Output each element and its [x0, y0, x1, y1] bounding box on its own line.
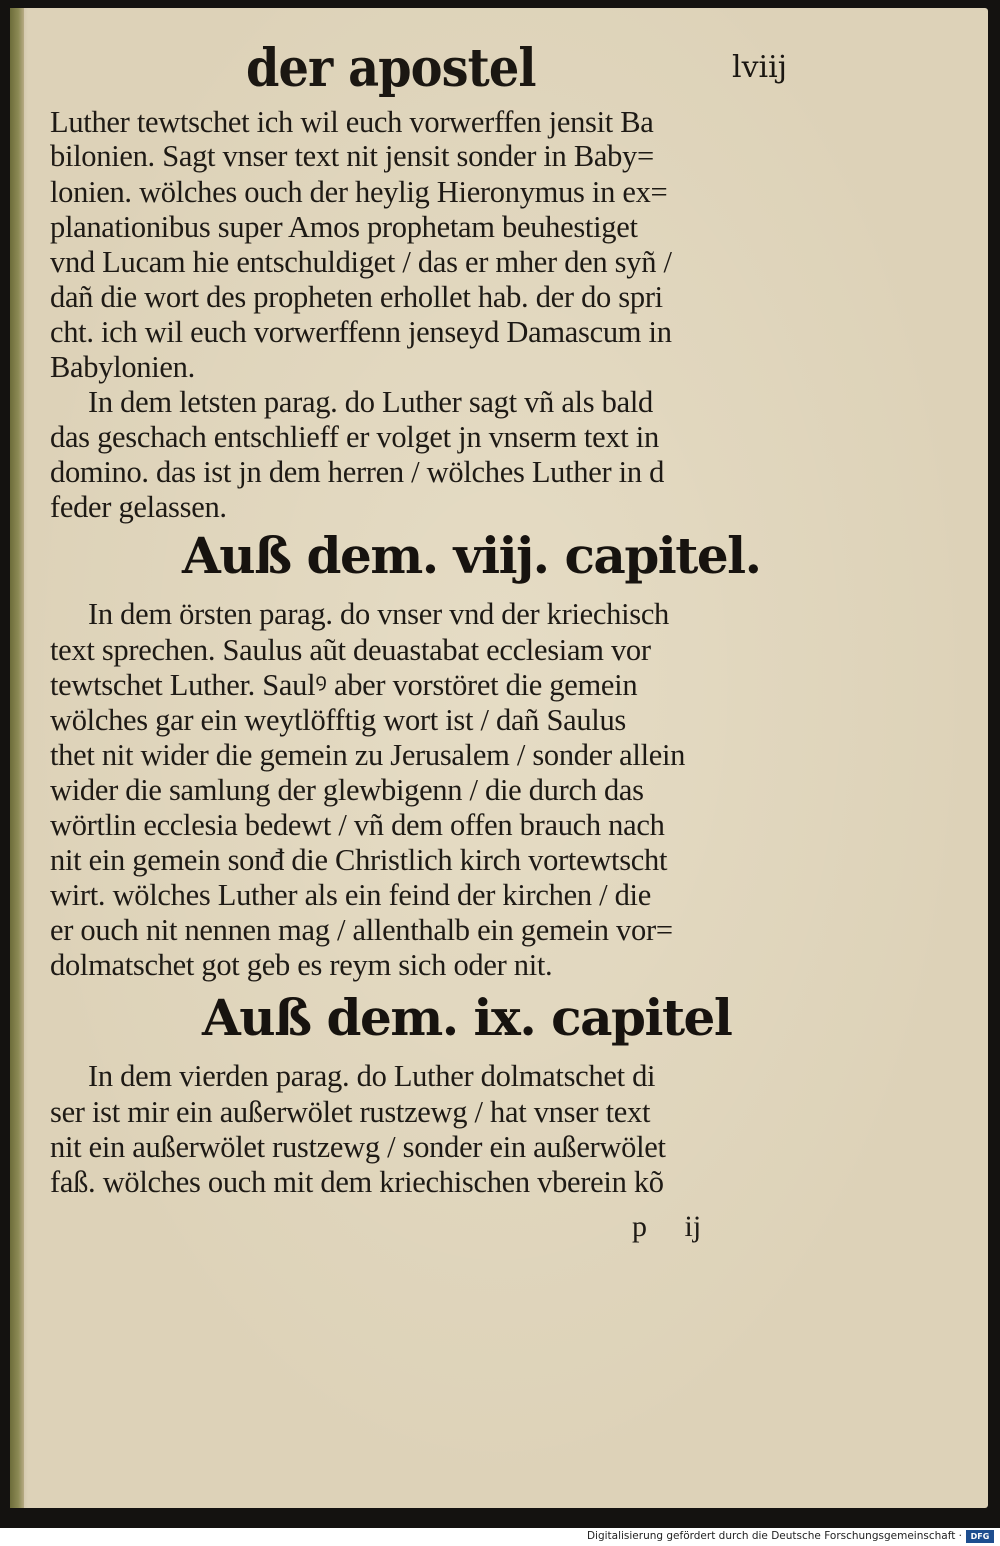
running-head-title: der apostel	[246, 38, 536, 99]
text-line: lonien. wölches ouch der heylig Hieronymus in ex=	[50, 175, 668, 209]
text-line: dolmatschet got geb es reym sich oder nit.	[50, 948, 553, 982]
signature-mark: p ij	[632, 1210, 702, 1243]
text-line: domino. das ist jn dem herren / wölches Luther in d	[50, 455, 665, 489]
text-line: wirt. wölches Luther als ein feind der kirchen / die	[50, 878, 651, 912]
text-line: thet nit wider die gemein zu Jerusalem / sonder allein	[50, 738, 686, 772]
text-line: wölches gar ein weytlöfftig wort ist / dañ Saulus	[50, 703, 626, 737]
binding-gutter	[10, 8, 24, 1508]
chapter-heading: Auß dem. ix. capitel	[202, 988, 732, 1047]
text-line: cht. ich wil euch vorwerffenn jenseyd Damascum in	[50, 315, 672, 349]
dfg-logo: DFG	[966, 1530, 994, 1543]
text-line: nit ein außerwölet rustzewg / sonder ein außerwölet	[50, 1130, 666, 1164]
text-line: wörtlin ecclesia bedewt / vñ dem offen brauch nach	[50, 808, 665, 842]
footer-bar	[0, 1528, 1000, 1546]
text-line: vnd Lucam hie entschuldiget / das er mher den syñ /	[50, 245, 672, 279]
text-line: Babylonien.	[50, 350, 195, 384]
folio-number: lviij	[732, 50, 788, 85]
text-line: feder gelassen.	[50, 490, 227, 524]
text-line: In dem letsten parag. do Luther sagt vñ als bald	[88, 385, 653, 419]
text-line: In dem vierden parag. do Luther dolmatschet di	[88, 1059, 656, 1093]
chapter-heading: Auß dem. viij. capitel.	[182, 526, 761, 585]
text-line: dañ die wort des propheten erhollet hab. der do spri	[50, 280, 663, 314]
book-page	[10, 8, 988, 1508]
text-line: In dem örsten parag. do vnser vnd der kriechisch	[88, 597, 670, 631]
text-line: Luther tewtschet ich wil euch vorwerffen jensit Ba	[50, 105, 654, 139]
text-line: planationibus super Amos prophetam beuhestiget	[50, 210, 638, 244]
text-line: das geschach entschlieff er volget jn vnserm text in	[50, 420, 659, 454]
text-line: faß. wölches ouch mit dem kriechischen vberein kõ	[50, 1165, 664, 1199]
text-line: er ouch nit nennen mag / allenthalb ein gemein vor=	[50, 913, 673, 947]
text-line: nit ein gemein sonđ die Christlich kirch vortewtscht	[50, 843, 668, 877]
text-line: text sprechen. Saulus aũt deuastabat ecclesiam vor	[50, 633, 651, 667]
funding-credit: Digitalisierung gefördert durch die Deutsche Forschungsgemeinschaft ·	[586, 1530, 962, 1542]
text-line: tewtschet Luther. Saulꝰ aber vorstöret die gemein	[50, 668, 638, 702]
text-line: bilonien. Sagt vnser text nit jensit sonder in Baby=	[50, 139, 654, 173]
text-line: wider die samlung der glewbigenn / die durch das	[50, 773, 644, 807]
text-line: ser ist mir ein außerwölet rustzewg / hat vnser text	[50, 1095, 651, 1129]
